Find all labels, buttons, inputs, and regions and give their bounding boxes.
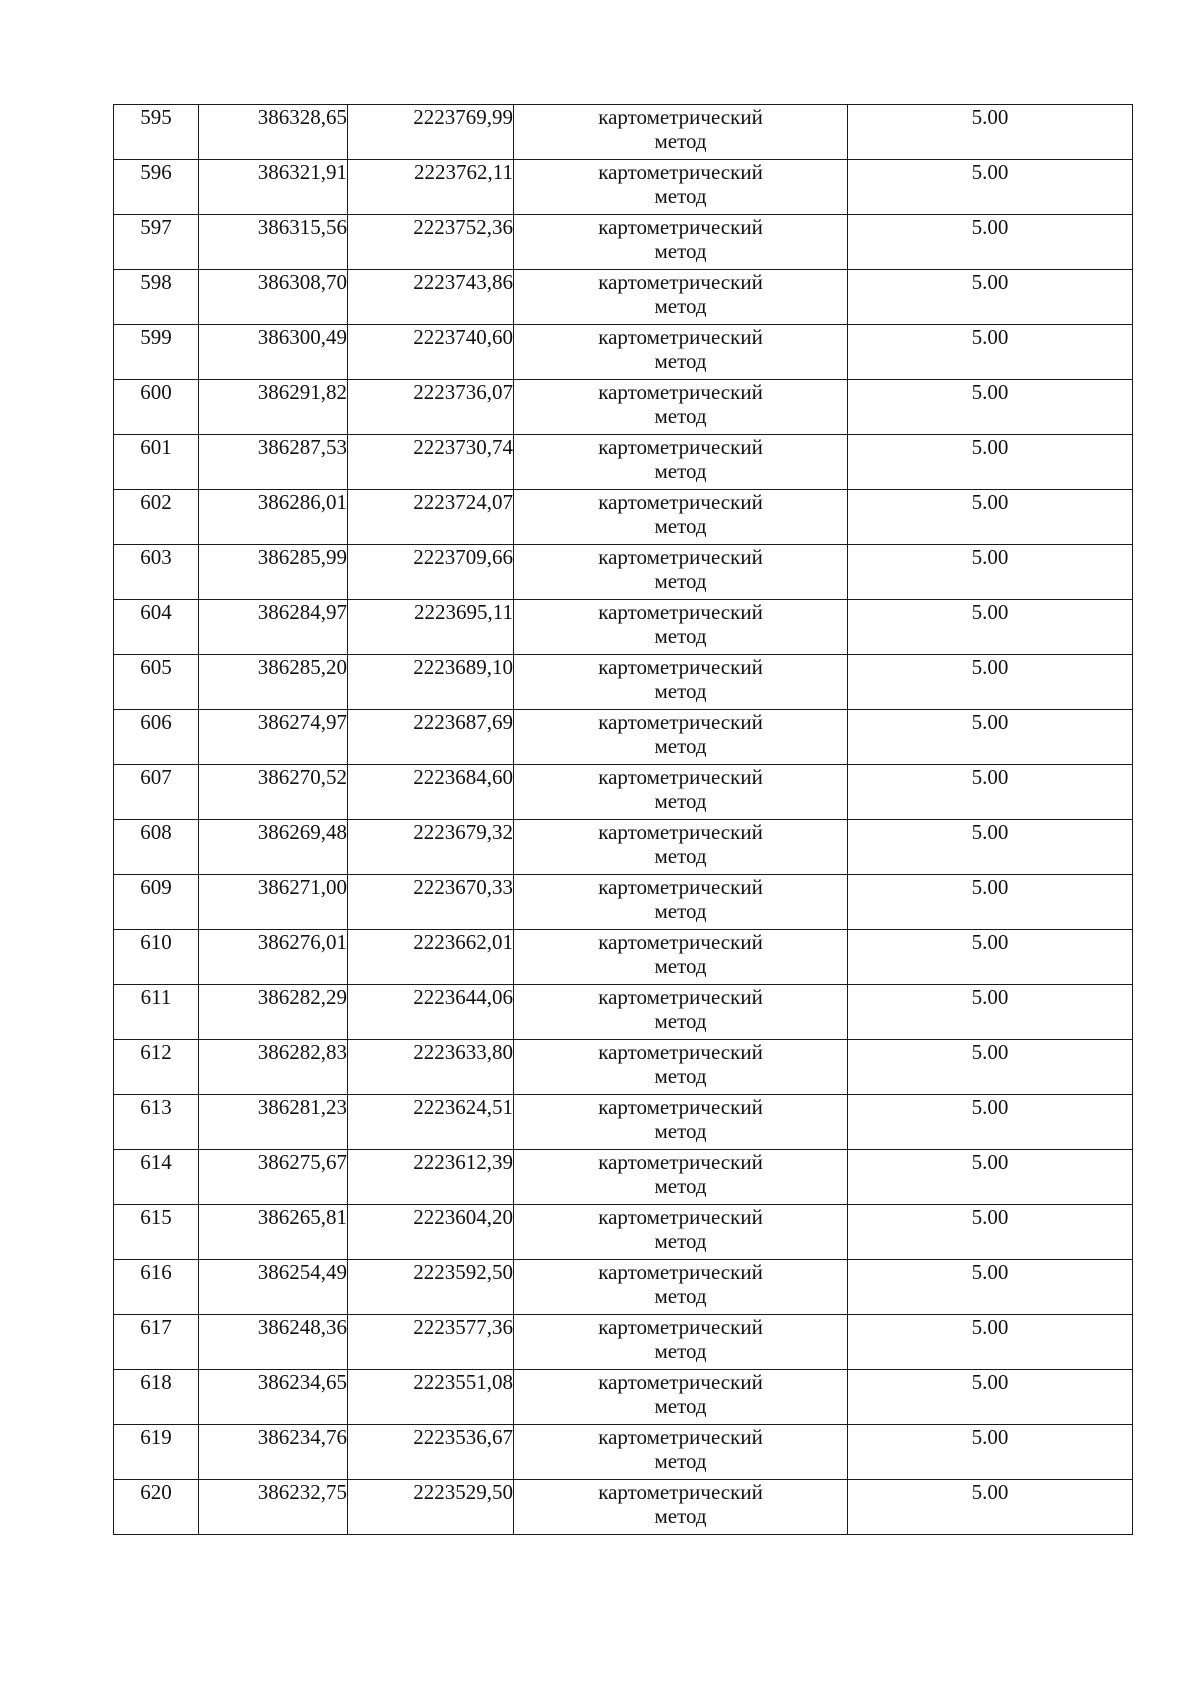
method-line-1: картометрический xyxy=(598,1260,763,1284)
table-row xyxy=(114,215,1133,270)
method-line-1: картометрический xyxy=(598,655,763,679)
accuracy-value: 5.00 xyxy=(848,545,1133,600)
accuracy-value: 5.00 xyxy=(848,1425,1133,1480)
method-cell xyxy=(514,1095,848,1150)
accuracy-value: 5.00 xyxy=(848,490,1133,545)
method-cell xyxy=(514,1425,848,1480)
coordinate-y: 2223743,86 xyxy=(348,270,514,325)
method-line-2: метод xyxy=(654,569,707,593)
point-number: 608 xyxy=(114,820,199,875)
coordinate-x: 386315,56 xyxy=(199,215,348,270)
point-number: 595 xyxy=(114,105,199,160)
method-line-1: картометрический xyxy=(598,930,763,954)
method-cell xyxy=(514,1315,848,1370)
accuracy-value: 5.00 xyxy=(848,875,1133,930)
accuracy-value: 5.00 xyxy=(848,435,1133,490)
method-line-2: метод xyxy=(654,404,707,428)
coordinate-x: 386265,81 xyxy=(199,1205,348,1260)
accuracy-value: 5.00 xyxy=(848,325,1133,380)
table-row xyxy=(114,1150,1133,1205)
coordinate-y: 2223633,80 xyxy=(348,1040,514,1095)
method-line-1: картометрический xyxy=(598,380,763,404)
method-line-1: картометрический xyxy=(598,1425,763,1449)
method-line-1: картометрический xyxy=(598,490,763,514)
accuracy-value: 5.00 xyxy=(848,1040,1133,1095)
coordinate-x: 386271,00 xyxy=(199,875,348,930)
method-line-2: метод xyxy=(654,294,707,318)
method-line-2: метод xyxy=(654,239,707,263)
method-line-1: картометрический xyxy=(598,1315,763,1339)
accuracy-value: 5.00 xyxy=(848,655,1133,710)
method-line-1: картометрический xyxy=(598,600,763,624)
point-number: 606 xyxy=(114,710,199,765)
method-cell xyxy=(514,765,848,820)
method-line-1: картометрический xyxy=(598,270,763,294)
table-row xyxy=(114,820,1133,875)
point-number: 617 xyxy=(114,1315,199,1370)
method-line-1: картометрический xyxy=(598,1150,763,1174)
coordinate-x: 386284,97 xyxy=(199,600,348,655)
method-line-2: метод xyxy=(654,899,707,923)
coordinate-y: 2223762,11 xyxy=(348,160,514,215)
table-row xyxy=(114,1480,1133,1535)
coordinate-y: 2223644,06 xyxy=(348,985,514,1040)
method-line-1: картометрический xyxy=(598,1480,763,1504)
point-number: 615 xyxy=(114,1205,199,1260)
table-row xyxy=(114,655,1133,710)
coordinate-y: 2223624,51 xyxy=(348,1095,514,1150)
coordinate-y: 2223679,32 xyxy=(348,820,514,875)
method-cell xyxy=(514,215,848,270)
point-number: 611 xyxy=(114,985,199,1040)
method-cell xyxy=(514,1370,848,1425)
coordinate-y: 2223551,08 xyxy=(348,1370,514,1425)
method-cell xyxy=(514,325,848,380)
method-line-2: метод xyxy=(654,1229,707,1253)
coordinate-y: 2223769,99 xyxy=(348,105,514,160)
coordinate-y: 2223662,01 xyxy=(348,930,514,985)
coordinate-y: 2223612,39 xyxy=(348,1150,514,1205)
coordinate-x: 386285,20 xyxy=(199,655,348,710)
coordinate-y: 2223724,07 xyxy=(348,490,514,545)
table-row xyxy=(114,545,1133,600)
table-row xyxy=(114,325,1133,380)
table-row xyxy=(114,380,1133,435)
accuracy-value: 5.00 xyxy=(848,765,1133,820)
method-line-1: картометрический xyxy=(598,1040,763,1064)
coordinate-y: 2223536,67 xyxy=(348,1425,514,1480)
table-row xyxy=(114,105,1133,160)
coordinate-x: 386291,82 xyxy=(199,380,348,435)
table-row xyxy=(114,1315,1133,1370)
coordinate-x: 386321,91 xyxy=(199,160,348,215)
method-line-2: метод xyxy=(654,954,707,978)
coordinate-y: 2223695,11 xyxy=(348,600,514,655)
accuracy-value: 5.00 xyxy=(848,105,1133,160)
method-line-2: метод xyxy=(654,349,707,373)
table-row xyxy=(114,985,1133,1040)
method-line-1: картометрический xyxy=(598,985,763,1009)
point-number: 600 xyxy=(114,380,199,435)
accuracy-value: 5.00 xyxy=(848,820,1133,875)
method-line-1: картометрический xyxy=(598,1370,763,1394)
coordinate-y: 2223730,74 xyxy=(348,435,514,490)
point-number: 607 xyxy=(114,765,199,820)
method-cell xyxy=(514,270,848,325)
accuracy-value: 5.00 xyxy=(848,1205,1133,1260)
method-line-2: метод xyxy=(654,1119,707,1143)
table-row xyxy=(114,600,1133,655)
accuracy-value: 5.00 xyxy=(848,270,1133,325)
point-number: 612 xyxy=(114,1040,199,1095)
table-row xyxy=(114,1260,1133,1315)
method-line-2: метод xyxy=(654,1449,707,1473)
coordinate-x: 386254,49 xyxy=(199,1260,348,1315)
coordinate-x: 386234,76 xyxy=(199,1425,348,1480)
coordinate-y: 2223736,07 xyxy=(348,380,514,435)
coordinate-x: 386232,75 xyxy=(199,1480,348,1535)
table-row xyxy=(114,765,1133,820)
accuracy-value: 5.00 xyxy=(848,160,1133,215)
method-cell xyxy=(514,380,848,435)
method-line-2: метод xyxy=(654,789,707,813)
coordinates-table xyxy=(113,104,1133,1535)
method-cell xyxy=(514,930,848,985)
method-line-1: картометрический xyxy=(598,765,763,789)
table-row xyxy=(114,1425,1133,1480)
method-line-2: метод xyxy=(654,624,707,648)
method-cell xyxy=(514,1150,848,1205)
point-number: 610 xyxy=(114,930,199,985)
accuracy-value: 5.00 xyxy=(848,215,1133,270)
table-row xyxy=(114,1205,1133,1260)
coordinate-x: 386286,01 xyxy=(199,490,348,545)
method-line-2: метод xyxy=(654,514,707,538)
accuracy-value: 5.00 xyxy=(848,1095,1133,1150)
coordinate-x: 386269,48 xyxy=(199,820,348,875)
method-cell xyxy=(514,160,848,215)
method-line-2: метод xyxy=(654,1064,707,1088)
point-number: 605 xyxy=(114,655,199,710)
point-number: 597 xyxy=(114,215,199,270)
table-row xyxy=(114,1095,1133,1150)
table-row xyxy=(114,1040,1133,1095)
method-cell xyxy=(514,655,848,710)
method-line-1: картометрический xyxy=(598,105,763,129)
accuracy-value: 5.00 xyxy=(848,1260,1133,1315)
method-line-1: картометрический xyxy=(598,710,763,734)
table-row xyxy=(114,710,1133,765)
coordinate-x: 386234,65 xyxy=(199,1370,348,1425)
point-number: 601 xyxy=(114,435,199,490)
coordinates-table-body xyxy=(114,105,1133,1535)
table-row xyxy=(114,930,1133,985)
method-line-1: картометрический xyxy=(598,215,763,239)
method-line-1: картометрический xyxy=(598,160,763,184)
method-cell xyxy=(514,1480,848,1535)
coordinate-x: 386282,83 xyxy=(199,1040,348,1095)
coordinate-y: 2223670,33 xyxy=(348,875,514,930)
point-number: 603 xyxy=(114,545,199,600)
point-number: 620 xyxy=(114,1480,199,1535)
point-number: 598 xyxy=(114,270,199,325)
point-number: 618 xyxy=(114,1370,199,1425)
method-cell xyxy=(514,545,848,600)
accuracy-value: 5.00 xyxy=(848,1150,1133,1205)
method-line-2: метод xyxy=(654,844,707,868)
point-number: 596 xyxy=(114,160,199,215)
method-cell xyxy=(514,820,848,875)
coordinate-y: 2223577,36 xyxy=(348,1315,514,1370)
method-cell xyxy=(514,710,848,765)
method-line-2: метод xyxy=(654,679,707,703)
method-cell xyxy=(514,490,848,545)
coordinate-x: 386276,01 xyxy=(199,930,348,985)
point-number: 616 xyxy=(114,1260,199,1315)
coordinate-y: 2223592,50 xyxy=(348,1260,514,1315)
method-line-2: метод xyxy=(654,184,707,208)
method-line-1: картометрический xyxy=(598,545,763,569)
method-line-2: метод xyxy=(654,129,707,153)
coordinate-y: 2223709,66 xyxy=(348,545,514,600)
method-line-2: метод xyxy=(654,1174,707,1198)
point-number: 602 xyxy=(114,490,199,545)
method-line-2: метод xyxy=(654,1009,707,1033)
coordinate-x: 386300,49 xyxy=(199,325,348,380)
method-cell xyxy=(514,1205,848,1260)
coordinate-y: 2223529,50 xyxy=(348,1480,514,1535)
coordinate-x: 386287,53 xyxy=(199,435,348,490)
method-line-2: метод xyxy=(654,1284,707,1308)
coordinate-y: 2223604,20 xyxy=(348,1205,514,1260)
method-line-2: метод xyxy=(654,734,707,758)
accuracy-value: 5.00 xyxy=(848,1315,1133,1370)
point-number: 609 xyxy=(114,875,199,930)
method-line-1: картометрический xyxy=(598,325,763,349)
coordinate-y: 2223687,69 xyxy=(348,710,514,765)
method-cell xyxy=(514,435,848,490)
coordinate-x: 386282,29 xyxy=(199,985,348,1040)
coordinate-x: 386328,65 xyxy=(199,105,348,160)
point-number: 613 xyxy=(114,1095,199,1150)
point-number: 604 xyxy=(114,600,199,655)
coordinate-y: 2223740,60 xyxy=(348,325,514,380)
method-line-1: картометрический xyxy=(598,435,763,459)
coordinate-x: 386275,67 xyxy=(199,1150,348,1205)
coordinate-x: 386248,36 xyxy=(199,1315,348,1370)
method-cell xyxy=(514,1260,848,1315)
method-line-2: метод xyxy=(654,1339,707,1363)
coordinate-x: 386274,97 xyxy=(199,710,348,765)
accuracy-value: 5.00 xyxy=(848,600,1133,655)
method-line-1: картометрический xyxy=(598,820,763,844)
coordinate-x: 386281,23 xyxy=(199,1095,348,1150)
table-row xyxy=(114,490,1133,545)
table-row xyxy=(114,1370,1133,1425)
method-line-2: метод xyxy=(654,1504,707,1528)
method-line-1: картометрический xyxy=(598,1095,763,1119)
table-row xyxy=(114,875,1133,930)
accuracy-value: 5.00 xyxy=(848,380,1133,435)
accuracy-value: 5.00 xyxy=(848,985,1133,1040)
method-line-1: картометрический xyxy=(598,1205,763,1229)
method-cell xyxy=(514,105,848,160)
coordinate-x: 386270,52 xyxy=(199,765,348,820)
coordinate-x: 386308,70 xyxy=(199,270,348,325)
table-row xyxy=(114,160,1133,215)
method-cell xyxy=(514,875,848,930)
accuracy-value: 5.00 xyxy=(848,1480,1133,1535)
accuracy-value: 5.00 xyxy=(848,710,1133,765)
method-line-1: картометрический xyxy=(598,875,763,899)
table-row xyxy=(114,270,1133,325)
coordinate-y: 2223752,36 xyxy=(348,215,514,270)
method-cell xyxy=(514,600,848,655)
point-number: 614 xyxy=(114,1150,199,1205)
table-row xyxy=(114,435,1133,490)
accuracy-value: 5.00 xyxy=(848,1370,1133,1425)
method-line-2: метод xyxy=(654,1394,707,1418)
method-line-2: метод xyxy=(654,459,707,483)
accuracy-value: 5.00 xyxy=(848,930,1133,985)
point-number: 599 xyxy=(114,325,199,380)
coordinate-x: 386285,99 xyxy=(199,545,348,600)
method-cell xyxy=(514,985,848,1040)
point-number: 619 xyxy=(114,1425,199,1480)
coordinate-y: 2223689,10 xyxy=(348,655,514,710)
coordinate-y: 2223684,60 xyxy=(348,765,514,820)
method-cell xyxy=(514,1040,848,1095)
